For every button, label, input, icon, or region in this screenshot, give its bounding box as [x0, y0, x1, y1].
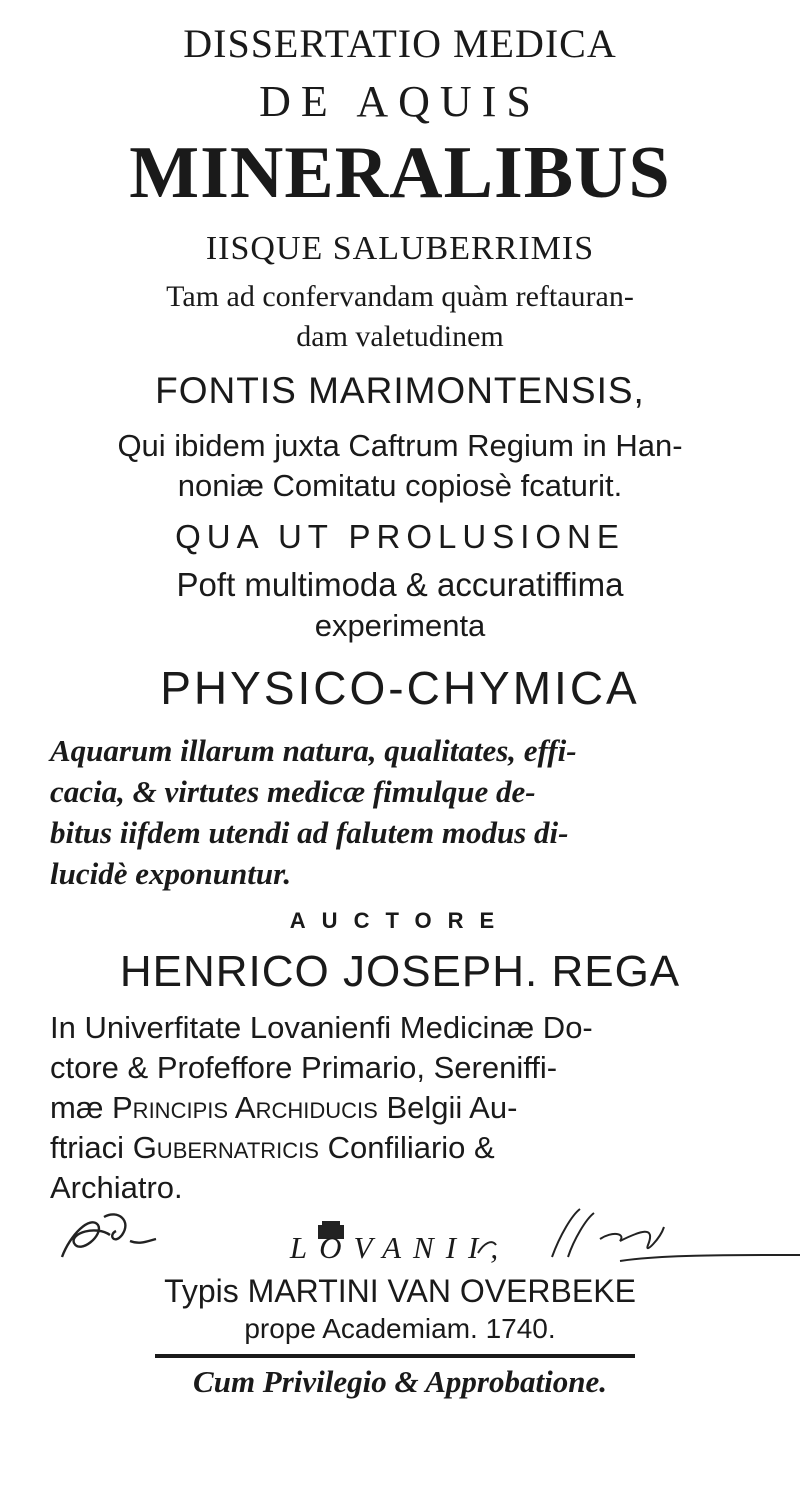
affiliation-text: Belgii Au-: [377, 1090, 518, 1125]
title-line-prolusione: QUA UT PROLUSIONE: [175, 518, 625, 555]
title-line-experimenta: experimenta: [314, 608, 486, 643]
title-line-fontis: FONTIS MARIMONTENSIS,: [155, 370, 645, 411]
description-line: bitus iifdem utendi ad falutem modus di-: [50, 815, 569, 850]
description-line: cacia, & virtutes medicæ fimulque de-: [50, 774, 536, 809]
title-line-mineralibus: MINERALIBUS: [129, 132, 671, 214]
imprint-printer: Typis MARTINI VAN OVERBEKE: [164, 1273, 636, 1309]
author-label: AUCTORE: [289, 908, 511, 933]
affiliation-small-caps: Principis Archiducis: [112, 1090, 378, 1125]
title-line-de-aquis: DE AQUIS: [259, 77, 541, 126]
imprint-place: LOVANII,: [289, 1230, 511, 1265]
title-line-multimoda: Poft multimoda & accuratiffima: [176, 566, 624, 603]
title-line-tam-ad: Tam ad confervandam quàm reftauran-: [166, 280, 634, 313]
description-line: lucidè exponuntur.: [50, 856, 292, 891]
title-line-physico-chymica: PHYSICO-CHYMICA: [160, 662, 640, 714]
horizontal-rule: [155, 1354, 635, 1358]
affiliation-text: ftriaci: [50, 1130, 133, 1165]
title-line-qui-ibidem: Qui ibidem juxta Caftrum Regium in Han-: [117, 428, 683, 463]
imprint-privilege: Cum Privilegio & Approbatione.: [193, 1364, 607, 1399]
author-affiliation-line: Archiatro.: [50, 1170, 183, 1205]
author-affiliation-line: [50, 1132, 770, 1163]
imprint-address: prope Academiam. 1740.: [244, 1313, 556, 1344]
title-line-noniae: noniæ Comitatu copiosè fcaturit.: [177, 468, 623, 503]
author-affiliation-line: ctore & Profeffore Primario, Sereniffi-: [50, 1050, 558, 1085]
title-line-iisque: IISQUE SALUBERRIMIS: [205, 230, 595, 267]
affiliation-text: mæ: [50, 1090, 112, 1125]
author-affiliation-line: [50, 1092, 770, 1123]
affiliation-text: Confiliario &: [318, 1130, 495, 1165]
affiliation-small-caps: Gubernatricis: [132, 1130, 319, 1165]
title-line-dissertatio: DISSERTATIO MEDICA: [183, 21, 617, 66]
author-affiliation-line: In Univerfitate Lovanienfi Medicinæ Do-: [50, 1010, 593, 1045]
author-name: HENRICO JOSEPH. REGA: [119, 947, 681, 996]
title-line-valetudinem: dam valetudinem: [296, 320, 504, 353]
description-line: Aquarum illarum natura, qualitates, effi-: [50, 733, 577, 768]
